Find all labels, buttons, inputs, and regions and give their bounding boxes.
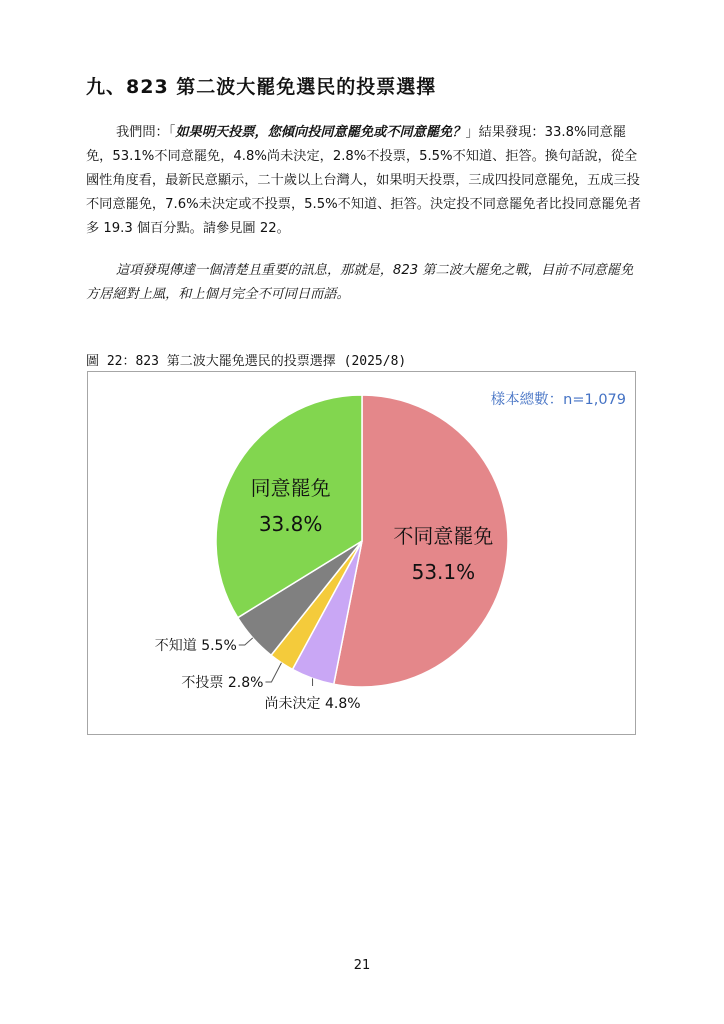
paragraph-results-text: 」結果發現：33.8%同意罷免，53.1%不同意罷免，4.8%尚未決定，2.8%不投票，5.5%不知道、拒答。換句話說，從全國性角度看，最新民意顯示，二十歲以上台灣人，如果明天投票，三成四投同意罷免，五成三投不同意罷免，7.6%未決定或不投票，5.5%不知道、拒答。決定投不同意罷免者比投同意罷免者多 19.3 個百分點。請參見圖 22。 (86, 125, 641, 236)
survey-question: 如果明天投票，您傾向投同意罷免或不同意罷免？ (175, 125, 466, 140)
pie-chart (88, 372, 637, 736)
page-number: 21 (353, 958, 371, 973)
pie-label-agree-value: 33.8% (258, 512, 323, 537)
pie-label-disagree-name: 不同意罷免 (393, 523, 494, 548)
leader-line-dont-know (239, 638, 253, 645)
leader-line-no-vote (265, 663, 281, 682)
paragraph-results (86, 121, 642, 241)
paragraph-conclusion: 這項發現傳達一個清楚且重要的訊息，那就是，823 第二波大罷免之戰，目前不同意罷免方居絕對上風，和上個月完全不可同日而語。 (86, 263, 634, 302)
figure-caption: 圖 22：823 第二波大罷免選民的投票選擇 (2025/8) (86, 354, 407, 369)
pie-chart-frame (87, 371, 636, 735)
paragraph-lead: 我們問：「 (116, 125, 176, 140)
pie-label-undecided: 尚未決定 4.8% (264, 696, 361, 712)
sample-size-note: 樣本總數：n=1,079 (490, 392, 626, 408)
pie-label-no-vote: 不投票 2.8% (181, 675, 264, 691)
pie-label-dont-know: 不知道 5.5% (154, 638, 237, 654)
pie-label-agree-name: 同意罷免 (250, 476, 331, 501)
pie-label-disagree-value: 53.1% (411, 559, 476, 584)
section-heading: 九、823 第二波大罷免選民的投票選擇 (86, 76, 437, 98)
